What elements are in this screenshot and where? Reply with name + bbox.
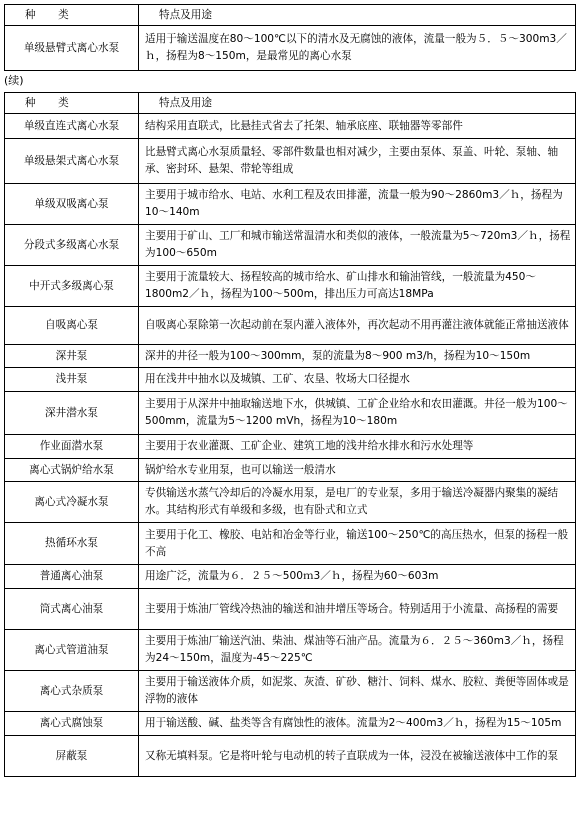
table-row xyxy=(5,565,576,589)
pump-type-name: 中开式多级离心泵 xyxy=(5,266,139,307)
pump-type-name: 自吸离心泵 xyxy=(5,307,139,345)
table-row xyxy=(5,26,576,71)
pump-type-name: 筒式离心油泵 xyxy=(5,589,139,630)
pump-description: 适用于输送温度在80～100℃以下的清水及无腐蚀的液体，流量一般为５．５～300m3／ｈ，扬程为8～150m，是最常见的离心水泵 xyxy=(139,26,576,71)
table-row xyxy=(5,307,576,345)
table-row xyxy=(5,184,576,225)
table-row xyxy=(5,630,576,671)
table-row xyxy=(5,712,576,736)
pump-description: 主要用于流量较大、扬程较高的城市给水、矿山排水和输油管线，一般流量为450～1800m2／ｈ，扬程为100～500m，排出压力可高达18MPa xyxy=(139,266,576,307)
table-row xyxy=(5,139,576,184)
pump-type-name: 离心式冷凝水泵 xyxy=(5,482,139,523)
table-header-row xyxy=(5,5,576,26)
pump-table-part2 xyxy=(4,92,576,777)
pump-description: 结构采用直联式，比悬挂式省去了托架、轴承底座、联轴器等零部件 xyxy=(139,114,576,139)
pump-description: 主要用于从深井中抽取输送地下水，供城镇、工矿企业给水和农田灌溉。井径一般为100～500mm，流量为5～1200 mVh，扬程为10～180m xyxy=(139,392,576,435)
pump-description: 主要用于城市给水、电站、水利工程及农田排灌，流量一般为90～2860m3／ｈ，扬程为10～140m xyxy=(139,184,576,225)
pump-description: 比悬臂式离心水泵质量轻、零部件数量也相对减少，主要由泵体、泵盖、叶轮、泵轴、轴承、密封环、悬架、带轮等组成 xyxy=(139,139,576,184)
table-row xyxy=(5,523,576,565)
pump-description: 专供输送水蒸气冷却后的冷凝水用泵，是电厂的专业泵，多用于输送冷凝器内聚集的凝结水。其结构形式有单级和多级，也有卧式和立式 xyxy=(139,482,576,523)
table-row xyxy=(5,368,576,392)
table-row xyxy=(5,482,576,523)
table-row xyxy=(5,266,576,307)
pump-description: 用在浅井中抽水以及城镇、工矿、农垦、牧场大口径提水 xyxy=(139,368,576,392)
header-type-label: 种 类 xyxy=(25,96,75,109)
pump-table-part1 xyxy=(4,4,576,71)
continued-label: (续) xyxy=(4,74,24,87)
table-row xyxy=(5,736,576,777)
pump-description: 深井的井径一般为100～300mm，泵的流量为8～900 m3/h，扬程为10～150m xyxy=(139,345,576,368)
header-use: 特点及用途 xyxy=(139,5,576,26)
pump-type-name: 离心式锅炉给水泵 xyxy=(5,459,139,482)
pump-type-name: 离心式杂质泵 xyxy=(5,671,139,712)
header-type xyxy=(5,5,139,26)
pump-description: 主要用于输送液体介质，如泥浆、灰渣、矿砂、糖汁、饲料、煤水、胶粒、粪便等固体或是浮物的液体 xyxy=(139,671,576,712)
table-row xyxy=(5,459,576,482)
pump-description: 主要用于化工、橡胶、电站和冶金等行业，输送100～250℃的高压热水，但泵的扬程一般不高 xyxy=(139,523,576,565)
table-row xyxy=(5,225,576,266)
pump-description: 又称无填料泵。它是将叶轮与电动机的转子直联成为一体，浸没在被输送液体中工作的泵 xyxy=(139,736,576,777)
table-row xyxy=(5,589,576,630)
pump-description: 用于输送酸、碱、盐类等含有腐蚀性的液体。流量为2～400m3／ｈ，扬程为15～105m xyxy=(139,712,576,736)
pump-type-name: 热循环水泵 xyxy=(5,523,139,565)
pump-type-name: 分段式多级离心水泵 xyxy=(5,225,139,266)
header-type xyxy=(5,93,139,114)
pump-description: 主要用于矿山、工厂和城市输送常温清水和类似的液体，一般流量为5～720m3／ｈ，扬程为100～650m xyxy=(139,225,576,266)
pump-type-name: 离心式管道油泵 xyxy=(5,630,139,671)
table-row xyxy=(5,671,576,712)
pump-description: 主要用于农业灌溉、工矿企业、建筑工地的浅井给水排水和污水处理等 xyxy=(139,435,576,459)
pump-type-name: 单级双吸离心泵 xyxy=(5,184,139,225)
pump-description: 自吸离心泵除第一次起动前在泵内灌入液体外，再次起动不用再灌注液体就能正常抽送液体 xyxy=(139,307,576,345)
pump-type-name: 作业面潜水泵 xyxy=(5,435,139,459)
pump-type-name: 深井潜水泵 xyxy=(5,392,139,435)
pump-type-name: 深井泵 xyxy=(5,345,139,368)
table-row xyxy=(5,345,576,368)
header-use: 特点及用途 xyxy=(139,93,576,114)
pump-type-name: 浅井泵 xyxy=(5,368,139,392)
pump-description: 用途广泛，流量为６．２５～500ｍ3／ｈ，扬程为60～603m xyxy=(139,565,576,589)
pump-type-name: 单级悬架式离心水泵 xyxy=(5,139,139,184)
table-row xyxy=(5,114,576,139)
pump-description: 锅炉给水专业用泵，也可以输送一般清水 xyxy=(139,459,576,482)
pump-type-name: 普通离心油泵 xyxy=(5,565,139,589)
pump-type-name: 屏蔽泵 xyxy=(5,736,139,777)
table-row xyxy=(5,392,576,435)
table-header-row xyxy=(5,93,576,114)
table-row xyxy=(5,435,576,459)
pump-type-name: 单级直连式离心水泵 xyxy=(5,114,139,139)
pump-type-name: 离心式腐蚀泵 xyxy=(5,712,139,736)
pump-description: 主要用于炼油厂输送汽油、柴油、煤油等石油产品。流量为６．２５～360m3／ｈ，扬程为24～150m，温度为-45～225℃ xyxy=(139,630,576,671)
pump-type-name: 单级悬臂式离心水泵 xyxy=(5,26,139,71)
header-type-label: 种 类 xyxy=(25,8,75,21)
pump-description: 主要用于炼油厂管线冷热油的输送和油井增压等场合。特别适用于小流量、高扬程的需要 xyxy=(139,589,576,630)
